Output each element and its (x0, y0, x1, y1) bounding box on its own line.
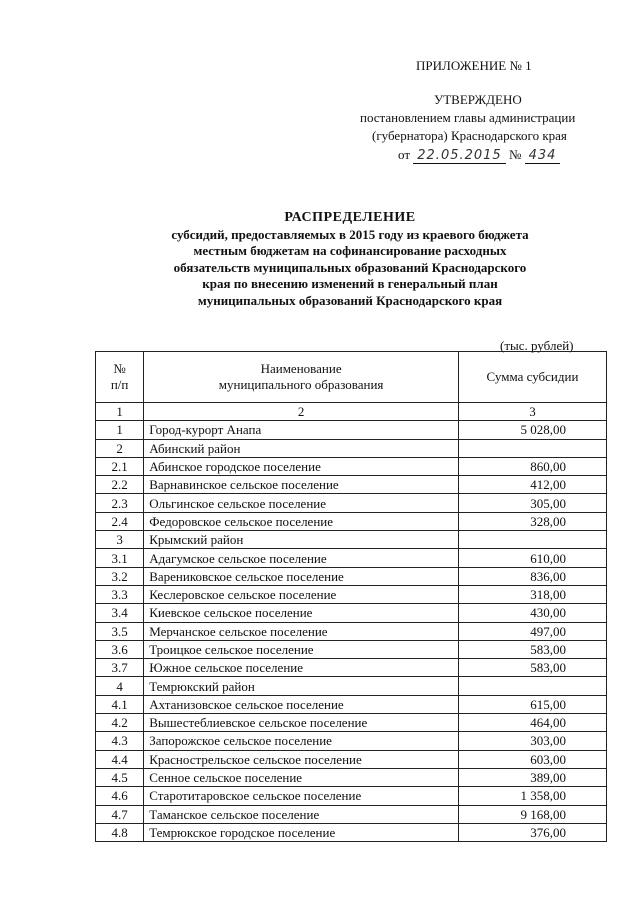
table-body (96, 403, 607, 842)
column-header-number (96, 352, 144, 403)
row-sum: 860,00 (458, 457, 606, 475)
row-number: 2.4 (96, 512, 144, 530)
decree-date: 22.05.2015 (413, 149, 505, 164)
row-sum: 615,00 (458, 695, 606, 713)
row-sum: 9 168,00 (458, 805, 606, 823)
table-row (96, 768, 607, 786)
row-name: Темрюкский район (144, 677, 459, 695)
decree-line-2: (губернатора) Краснодарского края (372, 128, 567, 143)
row-number: 2.2 (96, 476, 144, 494)
row-number: 4 (96, 677, 144, 695)
row-name: Мерчанское сельское поселение (144, 622, 459, 640)
index-cell: 3 (458, 403, 606, 421)
row-number: 3 (96, 531, 144, 549)
row-sum: 603,00 (458, 750, 606, 768)
row-number: 3.2 (96, 567, 144, 585)
table-row (96, 640, 607, 658)
row-name: Сенное сельское поселение (144, 768, 459, 786)
row-name: Абинский район (144, 439, 459, 457)
number-prefix: № (508, 147, 522, 162)
row-name: Город-курорт Анапа (144, 421, 459, 439)
table-row (96, 805, 607, 823)
row-number: 3.5 (96, 622, 144, 640)
column-header-sum (458, 352, 606, 403)
row-sum (458, 439, 606, 457)
table-row (96, 531, 607, 549)
header-text: № (113, 361, 126, 376)
row-sum: 1 358,00 (458, 787, 606, 805)
decree-date-line (398, 147, 560, 164)
row-name: Ольгинское сельское поселение (144, 494, 459, 512)
appendix-label: ПРИЛОЖЕНИЕ № 1 (416, 58, 532, 73)
table-row (96, 677, 607, 695)
decree-line-1: постановлением главы администрации (360, 110, 576, 125)
table-row (96, 787, 607, 805)
row-name: Адагумское сельское поселение (144, 549, 459, 567)
row-number: 3.6 (96, 640, 144, 658)
row-name: Темрюкское городское поселение (144, 823, 459, 841)
row-name: Старотитаровское сельское поселение (144, 787, 459, 805)
row-name: Троицкое сельское поселение (144, 640, 459, 658)
header-text: Сумма субсидии (486, 369, 579, 384)
units-label: (тыс. рублей) (500, 338, 574, 353)
table-row (96, 494, 607, 512)
document-title (100, 210, 600, 309)
subsidy-table (95, 351, 607, 842)
table-row (96, 732, 607, 750)
row-sum: 836,00 (458, 567, 606, 585)
table-row (96, 476, 607, 494)
row-name: Абинское городское поселение (144, 457, 459, 475)
row-number: 3.3 (96, 585, 144, 603)
row-name: Ахтанизовское сельское поселение (144, 695, 459, 713)
column-index-row (96, 403, 607, 421)
row-number: 4.3 (96, 732, 144, 750)
table-row (96, 549, 607, 567)
decree-number: 434 (525, 149, 561, 164)
row-sum: 328,00 (458, 512, 606, 530)
row-number: 4.6 (96, 787, 144, 805)
row-number: 3.7 (96, 659, 144, 677)
title-line: субсидий, предоставляемых в 2015 году из краевого бюджета (171, 226, 529, 242)
table-row (96, 750, 607, 768)
table-row (96, 512, 607, 530)
row-number: 2.1 (96, 457, 144, 475)
row-name: Краснострельское сельское поселение (144, 750, 459, 768)
row-name: Варнавинское сельское поселение (144, 476, 459, 494)
row-number: 3.1 (96, 549, 144, 567)
index-cell: 2 (144, 403, 459, 421)
row-sum: 412,00 (458, 476, 606, 494)
date-prefix: от (398, 147, 411, 162)
row-sum: 318,00 (458, 585, 606, 603)
row-sum: 583,00 (458, 640, 606, 658)
table-row (96, 457, 607, 475)
table-row (96, 695, 607, 713)
row-name: Вышестеблиевское сельское поселение (144, 714, 459, 732)
row-sum: 303,00 (458, 732, 606, 750)
row-name: Запорожское сельское поселение (144, 732, 459, 750)
row-number: 4.1 (96, 695, 144, 713)
row-sum: 5 028,00 (458, 421, 606, 439)
row-sum: 376,00 (458, 823, 606, 841)
row-name: Киевское сельское поселение (144, 604, 459, 622)
row-sum: 464,00 (458, 714, 606, 732)
table-row (96, 585, 607, 603)
table-row (96, 439, 607, 457)
row-sum: 497,00 (458, 622, 606, 640)
row-sum: 583,00 (458, 659, 606, 677)
row-sum (458, 677, 606, 695)
row-name: Варениковское сельское поселение (144, 567, 459, 585)
header-text: Наименование (260, 361, 342, 376)
row-number: 2 (96, 439, 144, 457)
column-header-name (144, 352, 459, 403)
row-sum: 305,00 (458, 494, 606, 512)
title-line: края по внесению изменений в генеральный план (202, 276, 498, 291)
title-heading: РАСПРЕДЕЛЕНИЕ (284, 210, 416, 225)
table-row (96, 421, 607, 439)
row-name: Федоровское сельское поселение (144, 512, 459, 530)
row-sum: 610,00 (458, 549, 606, 567)
row-number: 4.4 (96, 750, 144, 768)
index-cell: 1 (96, 403, 144, 421)
row-sum (458, 531, 606, 549)
row-number: 4.8 (96, 823, 144, 841)
approved-label: УТВЕРЖДЕНО (434, 92, 522, 107)
row-number: 4.7 (96, 805, 144, 823)
header-text: муниципального образования (218, 377, 384, 392)
row-number: 4.5 (96, 768, 144, 786)
row-sum: 430,00 (458, 604, 606, 622)
row-name: Таманское сельское поселение (144, 805, 459, 823)
row-number: 4.2 (96, 714, 144, 732)
header-text: п/п (110, 377, 129, 392)
row-number: 2.3 (96, 494, 144, 512)
row-number: 3.4 (96, 604, 144, 622)
title-line: обязательств муниципальных образований Краснодарского (173, 259, 527, 275)
table-row (96, 604, 607, 622)
row-sum: 389,00 (458, 768, 606, 786)
row-name: Крымский район (144, 531, 459, 549)
table-row (96, 659, 607, 677)
title-line: местным бюджетам на софинансирование расходных (193, 243, 507, 258)
table-header-row (96, 352, 607, 403)
title-line: муниципальных образований Краснодарского края (197, 292, 503, 308)
table-row (96, 823, 607, 841)
row-name: Кеслеровское сельское поселение (144, 585, 459, 603)
row-number: 1 (96, 421, 144, 439)
table-row (96, 622, 607, 640)
table-row (96, 567, 607, 585)
row-name: Южное сельское поселение (144, 659, 459, 677)
table-row (96, 714, 607, 732)
